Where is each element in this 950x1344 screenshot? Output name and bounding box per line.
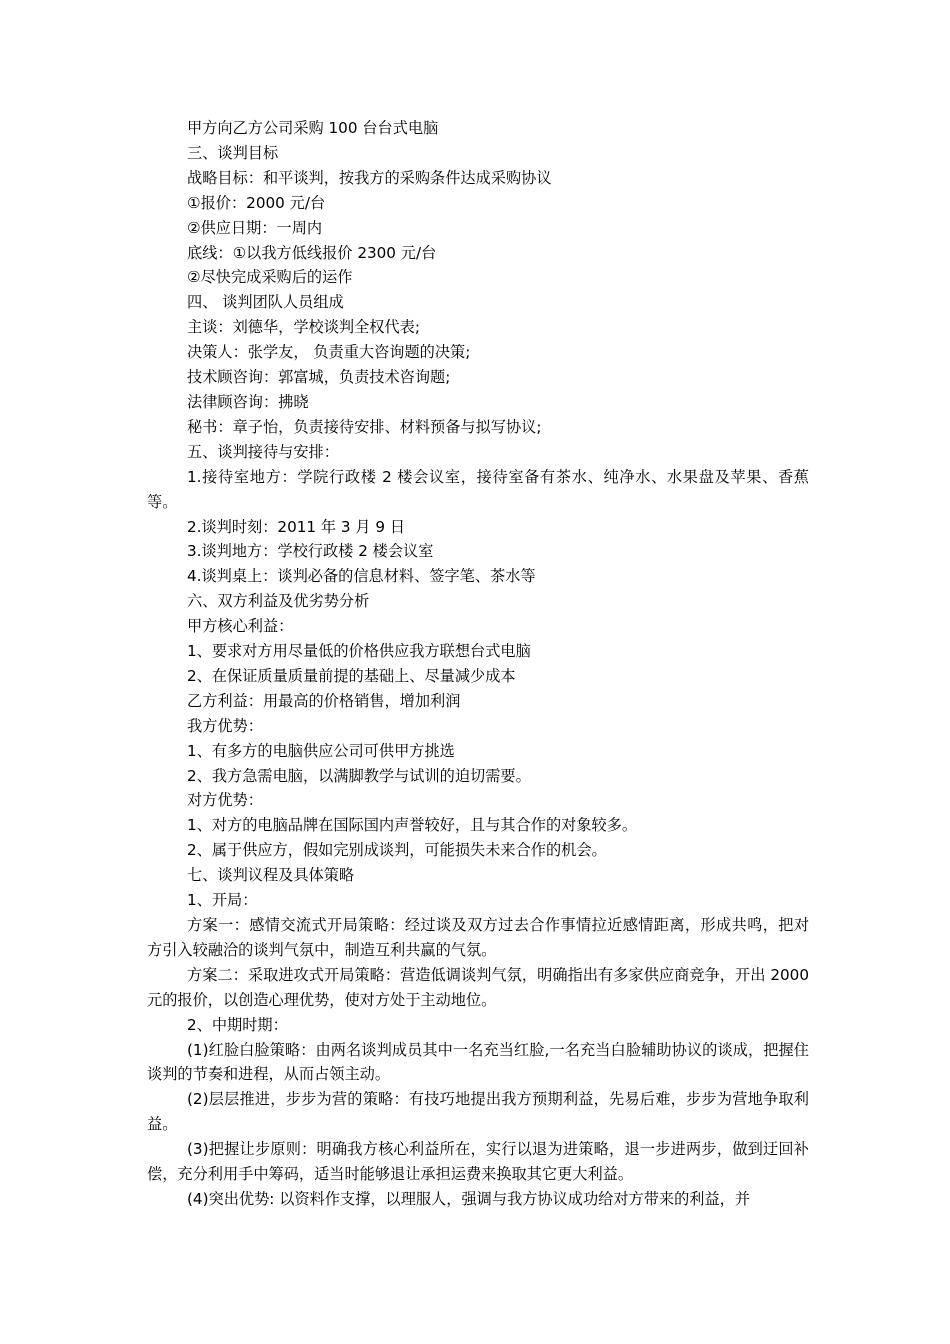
paragraph: 甲方核心利益：: [187, 617, 294, 636]
paragraph: 对方优势：: [187, 791, 263, 810]
paragraph: 四、 谈判团队人员组成: [187, 293, 344, 312]
paragraph: 决策人：张学友， 负责重大咨询题的决策;: [187, 343, 471, 362]
paragraph: (1)红脸白脸策略：由两名谈判成员其中一名充当红脸,一名充当白脸辅助协议的谈成，把握住谈判的节奏和进程，从而占领主动。: [147, 1040, 809, 1084]
paragraph: 六、双方利益及优劣势分析: [187, 592, 370, 611]
paragraph: (4)突出优势: 以资料作支撑，以理服人，强调与我方协议成功给对方带来的利益，并: [187, 1189, 751, 1208]
paragraph: 2、属于供应方，假如完别成谈判，可能损失未来合作的机会。: [187, 841, 607, 860]
paragraph: 甲方向乙方公司采购 100 台台式电脑: [187, 119, 439, 137]
paragraph: (2)层层推进，步步为营的策略：有技巧地提出我方预期利益，先易后难，步步为营地争取利益。: [147, 1090, 809, 1134]
paragraph: 1、有多方的电脑供应公司可供甲方挑选: [187, 741, 455, 760]
paragraph: 秘书：章子怡，负责接待安排、材料预备与拟写协议;: [187, 417, 542, 436]
paragraph: 五、谈判接待与安排：: [187, 442, 339, 461]
paragraph: ②供应日期：一周内: [187, 218, 323, 237]
paragraph: 底线：①以我方低线报价 2300 元/台: [187, 243, 437, 262]
paragraph: 技术顾咨询：郭富城，负责技术咨询题;: [187, 368, 451, 387]
paragraph: 方案二：采取进攻式开局策略：营造低调谈判气氛，明确指出有多家供应商竞争，开出 2000 元的报价，以创造心理优势，使对方处于主动地位。: [147, 965, 809, 1009]
paragraph: ②尽快完成采购后的运作: [187, 268, 353, 287]
paragraph: (3)把握让步原则：明确我方核心利益所在，实行以退为进策略，退一步进两步，做到迂回补偿，充分利用手中筹码，适当时能够退让承担运费来换取其它更大利益。: [147, 1140, 809, 1184]
paragraph: 2.谈判时刻：2011 年 3 月 9 日: [187, 517, 406, 536]
paragraph: 1、对方的电脑品牌在国际国内声誉较好，且与其合作的对象较多。: [187, 816, 638, 835]
paragraph: 法律顾咨询：拂晓: [187, 392, 309, 411]
paragraph: 七、谈判议程及具体策略: [187, 866, 355, 885]
paragraph: 方案一：感情交流式开局策略：经过谈及双方过去合作事情拉近感情距离，形成共鸣，把对方引入较融洽的谈判气氛中，制造互利共赢的气氛。: [147, 916, 809, 959]
paragraph: 2、在保证质量质量前提的基础上、尽量减少成本: [187, 666, 516, 685]
paragraph: 三、谈判目标: [187, 143, 279, 162]
paragraph: ①报价：2000 元/台: [187, 193, 326, 212]
document-body: [147, 116, 809, 1212]
paragraph: 战略目标：和平谈判，按我方的采购条件达成采购协议: [187, 168, 552, 187]
paragraph: 主谈：刘德华，学校谈判全权代表;: [187, 318, 420, 337]
paragraph: 2、我方急需电脑，以满脚教学与试训的迫切需要。: [187, 766, 531, 785]
paragraph: 1、开局：: [187, 891, 258, 910]
paragraph: 2、中期时期：: [187, 1015, 288, 1034]
paragraph: 1.接待室地方：学院行政楼 2 楼会议室，接待室备有茶水、纯净水、水果盘及苹果、香蕉等。: [147, 467, 809, 511]
paragraph: 3.谈判地方：学校行政楼 2 楼会议室: [187, 542, 434, 561]
paragraph: 4.谈判桌上：谈判必备的信息材料、签字笔、茶水等: [187, 567, 536, 586]
paragraph: 我方优势：: [187, 716, 263, 735]
paragraph: 1、要求对方用尽量低的价格供应我方联想台式电脑: [187, 642, 531, 661]
paragraph: 乙方利益：用最高的价格销售，增加利润: [187, 691, 461, 710]
